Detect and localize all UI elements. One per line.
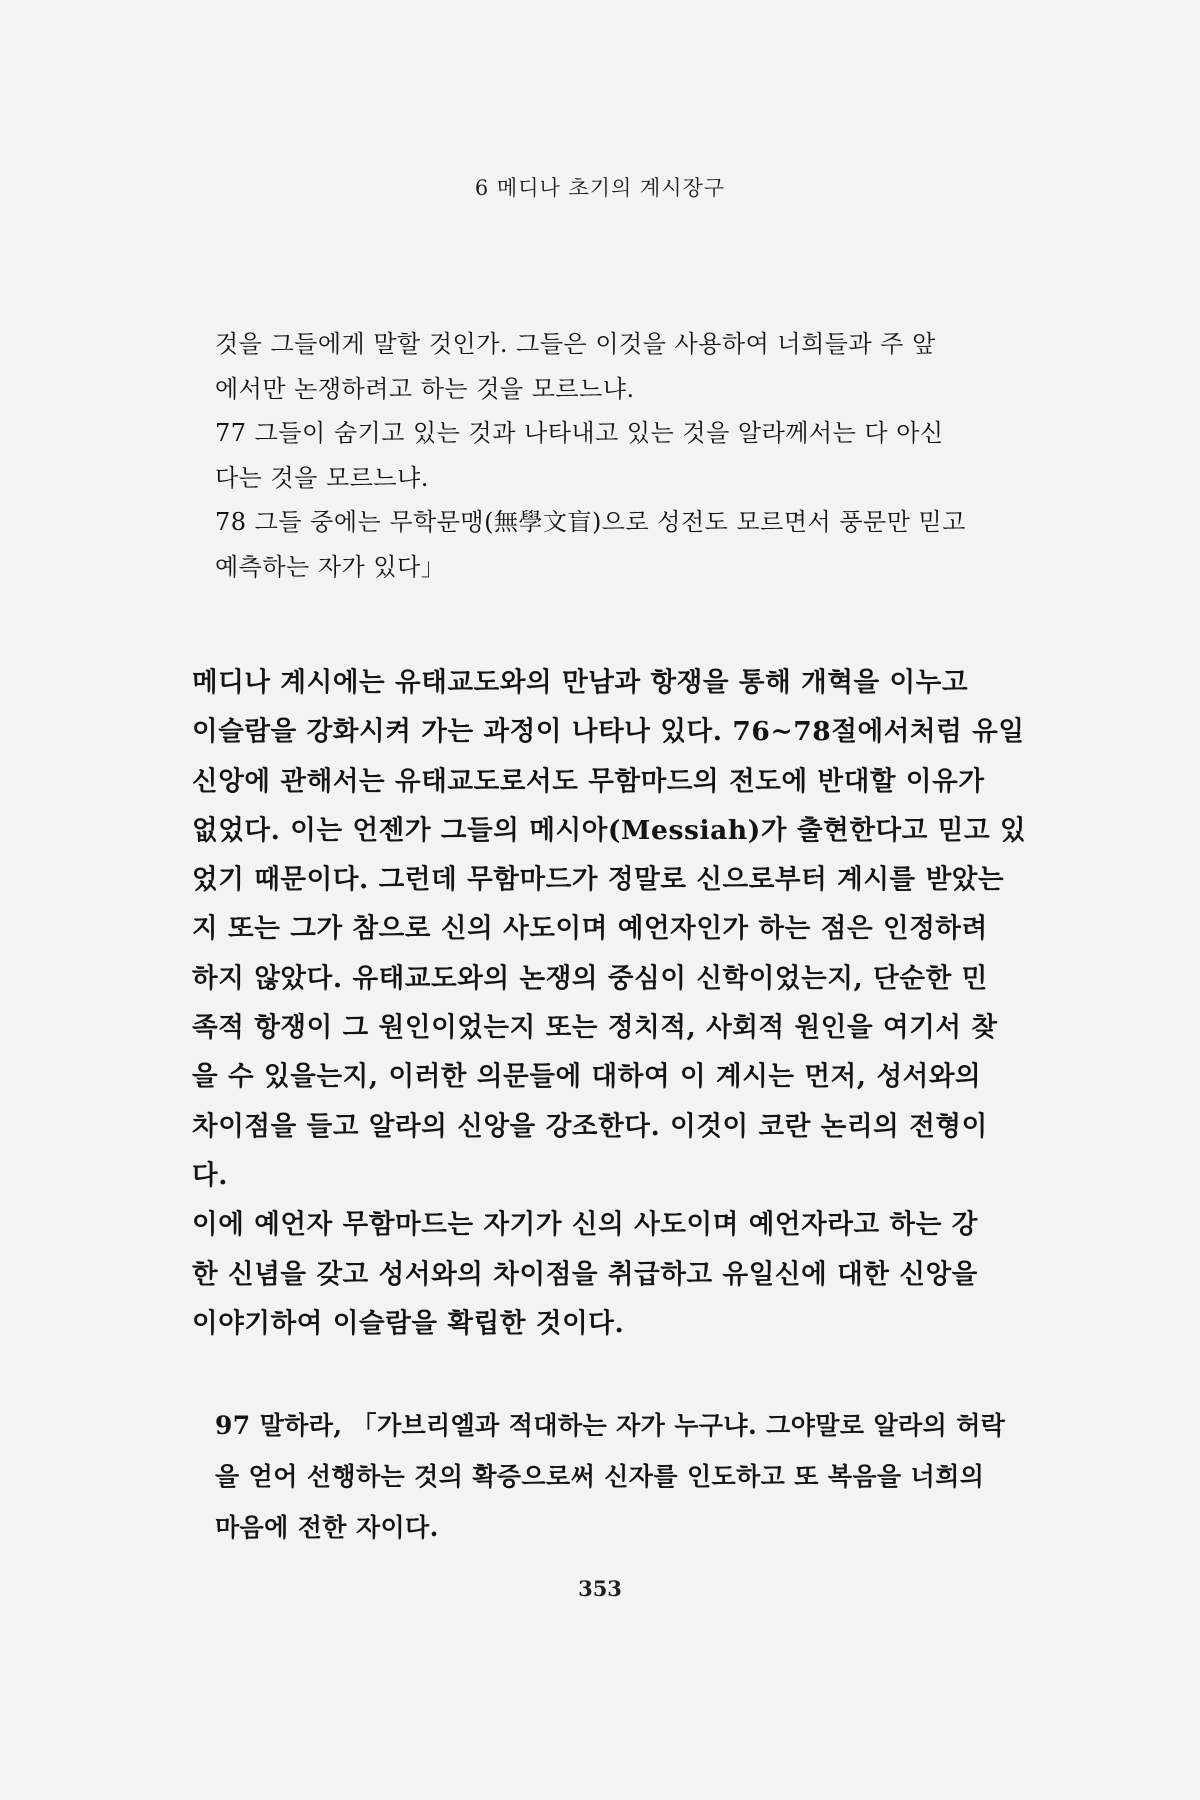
body-line: 메디나 계시에는 유태교도와의 만남과 항쟁을 통해 개혁을 이누고 (192, 667, 969, 698)
quote-a-line: 78 그들 중에는 무학문맹(無學文盲)으로 성전도 모르면서 풍문만 믿고 (215, 508, 966, 536)
body-line: 이야기하여 이슬람을 확립한 것이다. (192, 1307, 625, 1339)
body-paragraphs (192, 658, 1026, 1348)
quote-a-line: 에서만 논쟁하려고 하는 것을 모르느냐. (215, 374, 635, 403)
quote-a-line: 예측하는 자가 있다」 (215, 552, 446, 581)
body-line: 이에 예언자 무함마드는 자기가 신의 사도이며 예언자라고 하는 강 (192, 1209, 978, 1241)
quote-b-line: 마음에 전한 자이다. (215, 1513, 439, 1542)
quote-b-line: 을 얻어 선행하는 것의 확증으로써 신자를 인도하고 또 복음을 너희의 (215, 1462, 985, 1491)
body-line: 하지 않았다. 유태교도와의 논쟁의 중심이 신학이었는지, 단순한 민 (192, 962, 988, 994)
quote-passage-97 (215, 1400, 1005, 1553)
body-line: 신앙에 관해서는 유태교도로서도 무함마드의 전도에 반대할 이유가 (192, 765, 985, 797)
page-number: 353 (578, 1576, 622, 1601)
body-line: 없었다. 이는 언젠가 그들의 메시아(Messiah)가 출현한다고 믿고 있 (192, 814, 1027, 846)
body-line: 차이점을 들고 알라의 신앙을 강조한다. 이것이 코란 논리의 전형이 (192, 1110, 988, 1142)
body-line: 었기 때문이다. 그런데 무함마드가 정말로 신으로부터 계시를 받았는 (192, 864, 1005, 896)
body-line: 이슬람을 강화시켜 가는 과정이 나타나 있다. 76~78절에서처럼 유일 (192, 716, 1025, 748)
body-line: 지 또는 그가 참으로 신의 사도이며 예언자인가 하는 점은 인정하려 (192, 913, 988, 945)
quote-a-line: 77 그들이 숨기고 있는 것과 나타내고 있는 것을 알라께서는 다 아신 (215, 419, 944, 447)
running-head: 6 메디나 초기의 계시장구 (474, 176, 726, 200)
quote-a-line: 것을 그들에게 말할 것인가. 그들은 이것을 사용하여 너희들과 주 앞 (215, 330, 936, 358)
body-line: 을 수 있을는지, 이러한 의문들에 대하여 이 계시는 먼저, 성서와의 (192, 1061, 982, 1093)
quote-b-line: 97 말하라, 「가브리엘과 적대하는 자가 누구냐. 그야말로 알라의 허락 (215, 1411, 1006, 1440)
quote-a-line: 다는 것을 모르느냐. (215, 463, 429, 492)
body-line: 다. (192, 1159, 229, 1191)
body-line: 한 신념을 갖고 성서와의 차이점을 취급하고 유일신에 대한 신앙을 (192, 1258, 978, 1290)
body-line: 족적 항쟁이 그 원인이었는지 또는 정치적, 사회적 원인을 여기서 찾 (192, 1012, 998, 1044)
quote-passage-76-78 (215, 322, 966, 589)
